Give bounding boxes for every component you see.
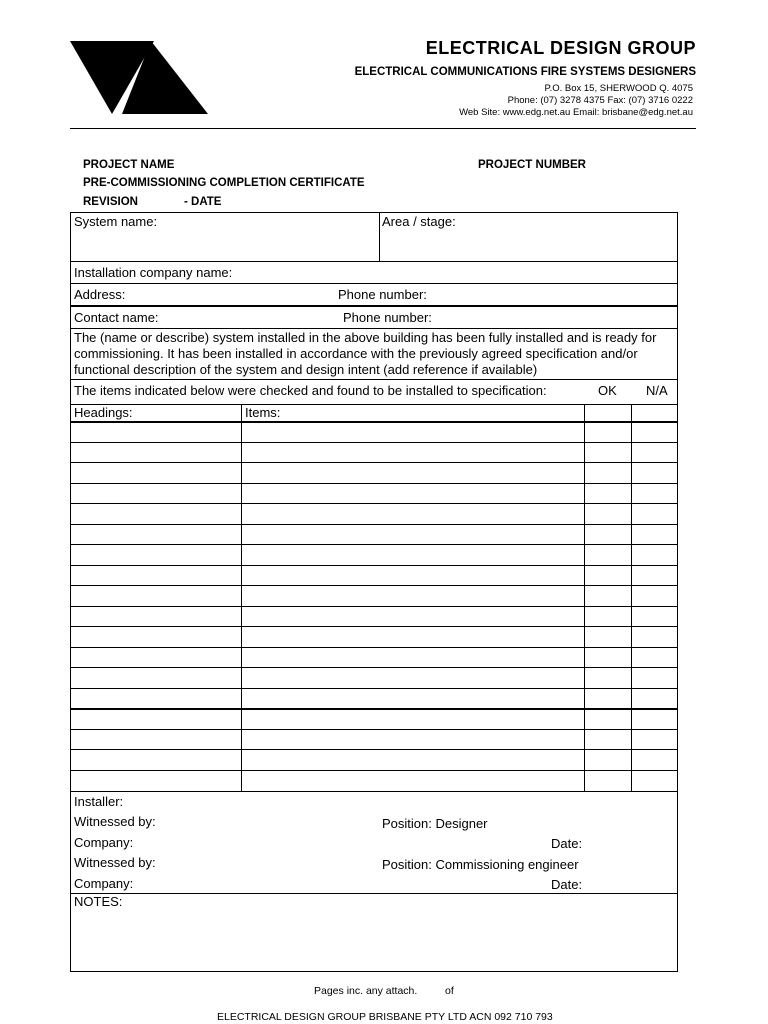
notes-label: NOTES: [74,894,123,909]
system-name-label: System name: [74,214,158,229]
checklist-row-line [71,606,677,607]
checklist-row-line [71,647,677,648]
checklist-row-line [71,483,677,484]
headings-column-label: Headings: [74,405,133,420]
checklist-row-line [71,544,677,545]
checklist-row-line [71,770,677,771]
checklist-row-line [71,688,677,689]
checklist-row-line [71,421,677,423]
address-label: Address: [74,287,126,302]
company-address: P.O. Box 15, SHERWOOD Q. 4075 [544,83,693,94]
area-stage-label: Area / stage: [382,214,456,229]
footer-company-line: ELECTRICAL DESIGN GROUP BRISBANE PTY LTD ACN 092 710 793 [217,1011,553,1023]
project-number-label: PROJECT NUMBER [478,159,586,171]
checked-statement: The items indicated below were checked and found to be installed to specification: [74,383,547,398]
pages-of-label: of [445,985,454,997]
date-label: - DATE [184,196,222,208]
witnessed-by-label-1: Witnessed by: [74,814,156,829]
date-label-1: Date: [551,836,583,851]
company-phone-fax: Phone: (07) 3278 4375 Fax: (07) 3716 0222 [507,95,693,106]
checklist-row-line [71,729,677,730]
company-web-email: Web Site: www.edg.net.au Email: brisbane@edg.net.au [459,107,693,118]
witnessed-by-label-2: Witnessed by: [74,855,156,870]
project-name-label: PROJECT NAME [83,159,175,171]
installer-label: Installer: [74,794,124,809]
certificate-title: PRE-COMMISSIONING COMPLETION CERTIFICATE [83,177,365,189]
header-divider [70,128,696,129]
na-column-label: N/A [646,383,668,398]
company-name: ELECTRICAL DESIGN GROUP [425,38,696,58]
contact-name-label: Contact name: [74,310,159,325]
company-label-2: Company: [74,876,134,891]
phone-number-label: Phone number: [338,287,427,302]
checklist-row-line [71,442,677,443]
checklist-row-line [71,626,677,627]
company-logo [70,41,210,117]
position-designer-label: Position: Designer [382,816,488,831]
contact-phone-number-label: Phone number: [343,310,432,325]
certificate-form [70,212,678,972]
checklist-row-line [71,749,677,750]
company-label-1: Company: [74,835,134,850]
checklist-row-line [71,565,677,566]
company-tagline: ELECTRICAL COMMUNICATIONS FIRE SYSTEMS DESIGNERS [354,66,696,78]
revision-label: REVISION [83,196,138,208]
installation-company-label: Installation company name: [74,265,233,280]
installation-statement: The (name or describe) system installed in the above building has been fully installed and is ready for commissioning. It has been installed in accordance with the previously agreed specification and/or functional description of the system and design intent (add reference if available) [74,330,657,377]
checklist-row-line [71,708,677,710]
pages-label: Pages inc. any attach. [314,985,418,997]
checklist-row-line [71,462,677,463]
ok-column-label: OK [598,383,617,398]
checklist-row-line [71,503,677,504]
items-column-label: Items: [245,405,281,420]
checklist-row-line [71,524,677,525]
checklist-row-line [71,667,677,668]
date-label-2: Date: [551,877,583,892]
position-commissioning-label: Position: Commissioning engineer [382,857,579,872]
checklist-row-line [71,585,677,586]
